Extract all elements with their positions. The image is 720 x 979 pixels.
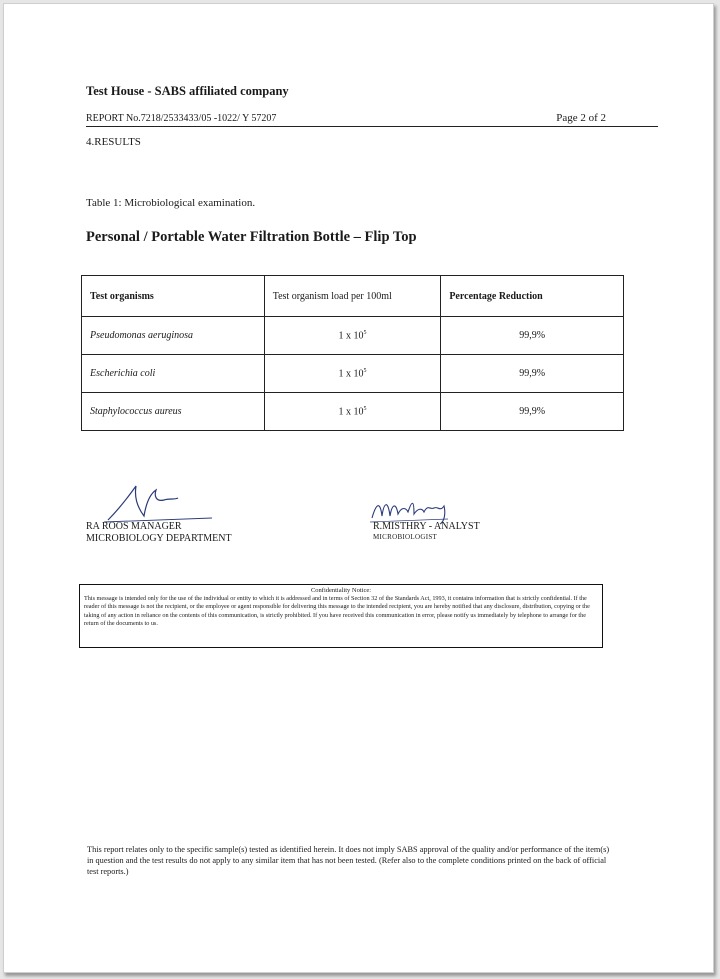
analyst-signature-block xyxy=(373,521,480,541)
reduction-cell: 99,9% xyxy=(441,317,624,355)
load-cell xyxy=(264,393,441,431)
confidentiality-notice xyxy=(79,584,603,648)
load-base: 1 x 10 xyxy=(338,406,364,418)
company-name: Test House - SABS affiliated company xyxy=(86,84,289,98)
load-base: 1 x 10 xyxy=(338,330,364,342)
load-base: 1 x 10 xyxy=(338,368,364,380)
header-test-organisms: Test organisms xyxy=(82,276,265,317)
header-percentage-reduction: Percentage Reduction xyxy=(441,276,624,317)
load-cell xyxy=(264,355,441,393)
report-number: REPORT No.7218/2533433/05 -1022/ Y 57207 xyxy=(86,113,277,124)
report-header-line xyxy=(86,111,658,127)
table-row xyxy=(82,317,624,355)
organism-cell: Staphylococcus aureus xyxy=(82,393,265,431)
organism-cell: Escherichia coli xyxy=(82,355,265,393)
section-title: 4.RESULTS xyxy=(86,136,141,148)
table-header-row xyxy=(82,276,624,317)
header-organism-load: Test organism load per 100ml xyxy=(264,276,441,317)
report-disclaimer: This report relates only to the specific sample(s) tested as identified herein. It does not imply SABS approval of the quality and/or performance of the item(s) in question and the test results do not apply to any similar item that has not been tested. (Refer also to the complete conditions printed on the back of official test reports.) xyxy=(87,845,610,876)
organism-cell: Pseudomonas aeruginosa xyxy=(82,317,265,355)
analyst-name: R.MISTHRY - ANALYST xyxy=(373,521,480,532)
manager-name: RA ROOS MANAGER xyxy=(86,521,182,532)
page-number: Page 2 of 2 xyxy=(556,112,606,124)
manager-signature-block xyxy=(86,521,232,545)
notice-body: This message is intended only for the use of the individual or entity to which it is addressed and in terms of Section 32 of the Standards Act, 1993, it contains information that is strictly confidential. If the reader of this message is not the recipient, or the employee or agent responsible for delivering this message to the intended recipient, you are hereby notified that any disclosure, distribution, copying or the taking of any action in reliance on the contents of this communication, is strictly prohibited. If you have received this communication in error, please notify us immediately by telephone to arrange for the return of the documents to us. xyxy=(84,595,590,627)
load-exponent: 5 xyxy=(363,329,367,336)
product-title: Personal / Portable Water Filtration Bottle – Flip Top xyxy=(86,229,417,245)
load-exponent: 5 xyxy=(363,405,367,412)
document-page xyxy=(3,3,714,973)
reduction-cell: 99,9% xyxy=(441,393,624,431)
results-table xyxy=(81,275,624,431)
manager-signature-icon xyxy=(94,482,214,524)
load-exponent: 5 xyxy=(363,367,367,374)
manager-department: MICROBIOLOGY DEPARTMENT xyxy=(86,533,232,544)
analyst-role: MICROBIOLOGIST xyxy=(373,533,438,541)
table-caption: Table 1: Microbiological examination. xyxy=(86,197,256,209)
table-row xyxy=(82,355,624,393)
notice-title: Confidentiality Notice: xyxy=(310,587,372,594)
table-row xyxy=(82,393,624,431)
reduction-cell: 99,9% xyxy=(441,355,624,393)
load-cell xyxy=(264,317,441,355)
